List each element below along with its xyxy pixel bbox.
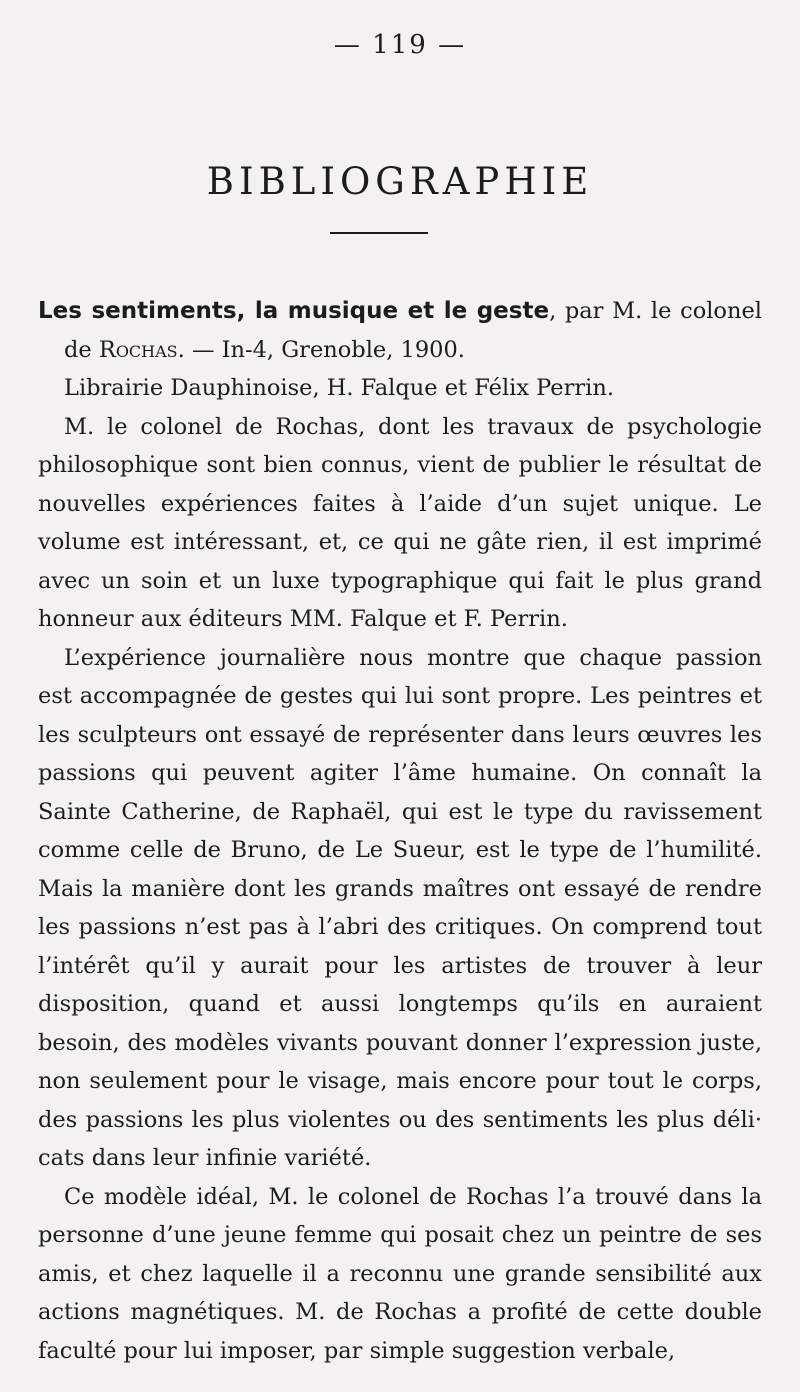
citation-details: . — In-4, Grenoble, 1900. (177, 336, 465, 363)
title-rule (330, 232, 428, 234)
author-prefix: , par M. le colonel de (64, 298, 762, 363)
work-title: Les sentiments, la musique et le geste (38, 298, 550, 324)
author-name: Rochas (98, 336, 178, 363)
publisher-line: Librairie Dauphinoise, H. Falque et Félix Perrin. (64, 375, 614, 401)
page-number: — 119 — (333, 30, 467, 60)
entry-citation (38, 292, 762, 369)
review-paragraph-1: M. le colonel de Rochas, dont les travaux de psychologie philosophique sont bien connus, vient de publier le résultat de nouvelles expériences faites à l’aide d’un sujet unique. Le volume est intéressant, et, ce qui ne gâte rien, il est imprimé avec un soin et un luxe typographique qui fait le plus grand honneur aux éditeurs MM. Falque et F. Perrin. (38, 413, 762, 632)
section-title: BIBLIOGRAPHIE (206, 160, 594, 203)
review-paragraph-3: Ce modèle idéal, M. le colonel de Rochas l’a trouvé dans la personne d’une jeune femme qui posait chez un peintre de ses amis, et chez laquelle il a reconnu une grande sensibilité aux actions magnétiques. M. de Rochas a profité de cette double faculté pour lui imposer, par simple suggestion verbale, (38, 1183, 762, 1364)
bibliography-entry (38, 292, 762, 1370)
review-paragraph-2: L’expérience journalière nous montre que chaque passion est accompagnée de gestes qui lui sont propre. Les peintres et les sculpteurs ont essayé de représenter dans leurs œuvres les passions qui peuvent agiter l’âme humaine. On connaît la Sainte Catherine, de Raphaël, qui est le type du ravissement comme celle de Bruno, de Le Sueur, est le type de l’humilité. Mais la manière dont les grands maîtres ont essayé de rendre les passions n’est pas à l’abri des critiques. On comprend tout l’intérêt qu’il y aurait pour les artistes de trouver à leur disposition, quand et aussi longtemps qu’ils en auraient besoin, des modèles vivants pouvant donner l’expression juste, non seulement pour le visage, mais encore pour tout le corps, des passions les plus violentes ou des sentiments les plus déli· cats dans leur infinie variété. (38, 644, 762, 1171)
